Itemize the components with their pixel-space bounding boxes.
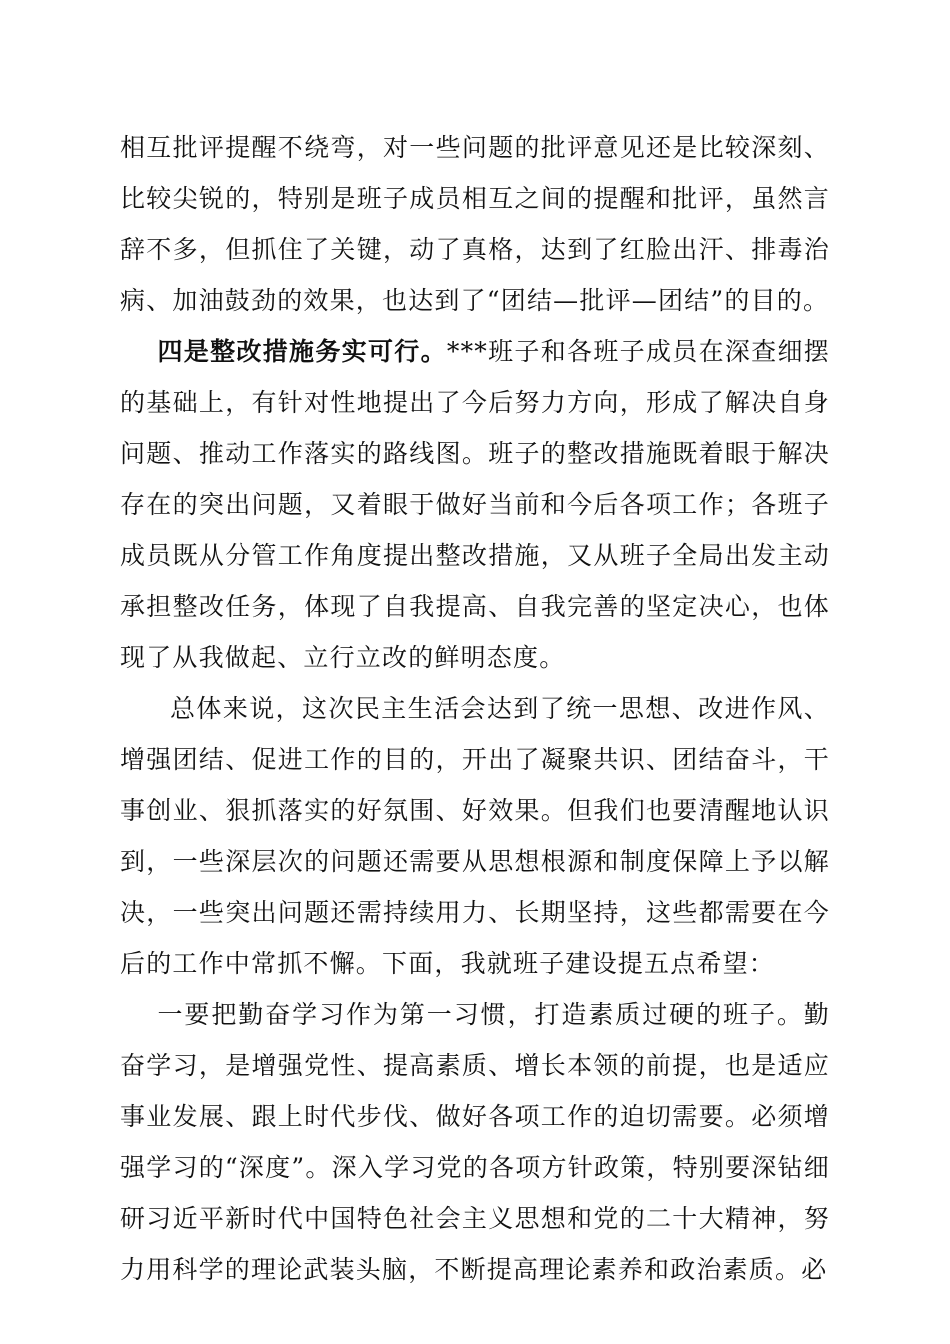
paragraph-continuation bbox=[120, 122, 830, 326]
paragraph-rectification bbox=[120, 326, 830, 683]
paragraph-text: ***班子和各班子成员在深查细摆的基础上，有针对性地提出了今后努力方向，形成了解决自身问题、推动工作落实的路线图。班子的整改措施既着眼于解决存在的突出问题，又着眼于做好当前和今后各项工作；各班子成员既从分管工作角度提出整改措施，又从班子全局出发主动承担整改任务，体现了自我提高、自我完善的坚定决心，也体现了从我做起、立行立改的鲜明态度。 bbox=[120, 337, 830, 672]
document-body bbox=[120, 122, 830, 1295]
paragraph-text: 一要把勤奋学习作为第一习惯，打造素质过硬的班子。勤奋学习，是增强党性、提高素质、增长本领的前提，也是适应事业发展、跟上时代步伐、做好各项工作的迫切需要。必须增强学习的“深度”。深入学习党的各项方针政策，特别要深钻细研习近平新时代中国特色社会主义思想和党的二十大精神，努力用科学的理论武装头脑，不断提高理论素养和政治素质。必 bbox=[120, 1000, 830, 1284]
paragraph-summary bbox=[120, 683, 830, 989]
paragraph-text: 相互批评提醒不绕弯，对一些问题的批评意见还是比较深刻、比较尖锐的，特别是班子成员相互之间的提醒和批评，虽然言辞不多，但抓住了关键，动了真格，达到了红脸出汗、排毒治病、加油鼓劲的效果，也达到了“团结—批评—团结”的目的。 bbox=[120, 133, 830, 315]
paragraph-lead-heading: 四是整改措施务实可行。 bbox=[157, 337, 447, 366]
paragraph-study bbox=[120, 989, 830, 1295]
paragraph-text: 总体来说，这次民主生活会达到了统一思想、改进作风、增强团结、促进工作的目的，开出了凝聚共识、团结奋斗，干事创业、狠抓落实的好氛围、好效果。但我们也要清醒地认识到，一些深层次的问题还需要从思想根源和制度保障上予以解决，一些突出问题还需持续用力、长期坚持，这些都需要在今后的工作中常抓不懈。下面，我就班子建设提五点希望： bbox=[120, 694, 830, 978]
